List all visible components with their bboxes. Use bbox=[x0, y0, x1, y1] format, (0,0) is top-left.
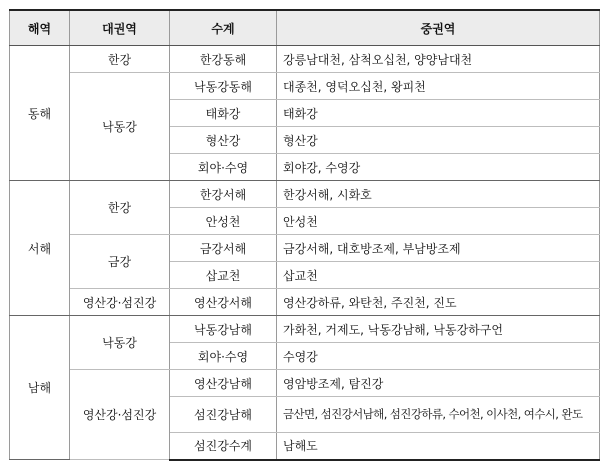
mid-basin-cell: 한강서해, 시화호 bbox=[277, 181, 600, 208]
water-system-cell: 섬진강남해 bbox=[170, 397, 277, 433]
water-system-cell: 섬진강수계 bbox=[170, 433, 277, 460]
header-sea: 해역 bbox=[10, 10, 70, 46]
mid-basin-cell: 영암방조제, 탐진강 bbox=[277, 370, 600, 397]
water-system-cell: 회야·수영 bbox=[170, 343, 277, 370]
table-row bbox=[10, 73, 600, 100]
basin-cell: 영산강·섬진강 bbox=[70, 370, 170, 460]
water-system-cell: 삽교천 bbox=[170, 262, 277, 289]
water-system-cell: 회야·수영 bbox=[170, 154, 277, 181]
water-system-cell: 태화강 bbox=[170, 100, 277, 127]
header-basin: 대권역 bbox=[70, 10, 170, 46]
table-row bbox=[10, 46, 600, 73]
basin-cell: 낙동강 bbox=[70, 316, 170, 370]
water-system-cell: 영산강서해 bbox=[170, 289, 277, 316]
watershed-table bbox=[9, 9, 600, 461]
mid-basin-cell: 강릉남대천, 삼척오십천, 양양남대천 bbox=[277, 46, 600, 73]
header-water-system: 수계 bbox=[170, 10, 277, 46]
mid-basin-cell: 안성천 bbox=[277, 208, 600, 235]
mid-basin-cell: 영산강하류, 와탄천, 주진천, 진도 bbox=[277, 289, 600, 316]
water-system-cell: 형산강 bbox=[170, 127, 277, 154]
basin-cell: 낙동강 bbox=[70, 73, 170, 181]
mid-basin-cell: 금강서해, 대호방조제, 부남방조제 bbox=[277, 235, 600, 262]
sea-cell: 남해 bbox=[10, 316, 70, 460]
table-container bbox=[9, 9, 600, 461]
mid-basin-cell: 수영강 bbox=[277, 343, 600, 370]
water-system-cell: 영산강남해 bbox=[170, 370, 277, 397]
mid-basin-cell: 대종천, 영덕오십천, 왕피천 bbox=[277, 73, 600, 100]
header-mid-basin: 중권역 bbox=[277, 10, 600, 46]
mid-basin-cell: 형산강 bbox=[277, 127, 600, 154]
header-row bbox=[10, 10, 600, 46]
mid-basin-cell: 태화강 bbox=[277, 100, 600, 127]
table-row bbox=[10, 181, 600, 208]
water-system-cell: 낙동강남해 bbox=[170, 316, 277, 343]
mid-basin-cell: 삽교천 bbox=[277, 262, 600, 289]
basin-cell: 한강 bbox=[70, 181, 170, 235]
basin-cell: 영산강·섬진강 bbox=[70, 289, 170, 316]
mid-basin-cell: 남해도 bbox=[277, 433, 600, 460]
water-system-cell: 한강서해 bbox=[170, 181, 277, 208]
mid-basin-cell: 가화천, 거제도, 낙동강남해, 낙동강하구언 bbox=[277, 316, 600, 343]
water-system-cell: 한강동해 bbox=[170, 46, 277, 73]
table-row bbox=[10, 316, 600, 343]
sea-cell: 동해 bbox=[10, 46, 70, 181]
mid-basin-cell: 금산면, 섬진강서남해, 섬진강하류, 수어천, 이사천, 여수시, 완도 bbox=[277, 397, 600, 433]
basin-cell: 한강 bbox=[70, 46, 170, 73]
table-row bbox=[10, 370, 600, 397]
sea-cell: 서해 bbox=[10, 181, 70, 316]
table-row bbox=[10, 289, 600, 316]
water-system-cell: 안성천 bbox=[170, 208, 277, 235]
basin-cell: 금강 bbox=[70, 235, 170, 289]
mid-basin-cell: 회야강, 수영강 bbox=[277, 154, 600, 181]
water-system-cell: 낙동강동해 bbox=[170, 73, 277, 100]
table-row bbox=[10, 235, 600, 262]
water-system-cell: 금강서해 bbox=[170, 235, 277, 262]
